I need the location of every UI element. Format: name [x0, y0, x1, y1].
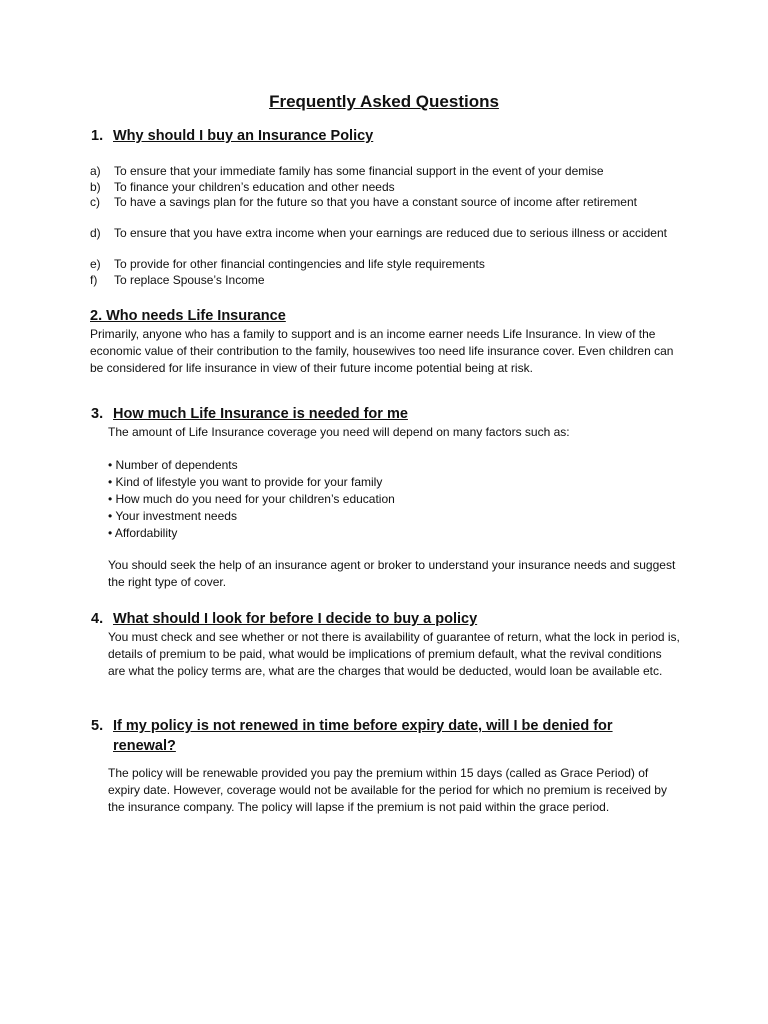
- q3-intro: The amount of Life Insurance coverage you need will depend on many factors such as:: [108, 425, 570, 439]
- page-title: Frequently Asked Questions: [269, 92, 499, 111]
- q1-item-label: b): [90, 180, 101, 194]
- q1-item-text: To replace Spouse’s Income: [114, 273, 265, 287]
- q1-item-text: To ensure that your immediate family has some financial support in the event of your demise: [114, 164, 604, 178]
- q5-body: The policy will be renewable provided you pay the premium within 15 days (called as Grace Period) of expiry date. However, coverage would not be available for the period for which no premium is received by the insurance company. The policy will lapse if the premium is not paid within the grace period.: [108, 766, 667, 814]
- q3-heading: [91, 406, 408, 422]
- q3-number: 3.: [91, 406, 104, 422]
- q4-number: 4.: [91, 611, 104, 627]
- q1-number: 1.: [91, 128, 104, 144]
- q3-bullet-list: [108, 457, 395, 542]
- q1-item-label: a): [90, 164, 101, 178]
- q5-number: 5.: [91, 718, 104, 734]
- q1-item-label: c): [90, 195, 100, 209]
- q1-item-f: [90, 273, 680, 289]
- q1-item-label: f): [90, 273, 98, 287]
- q1-heading: [91, 128, 373, 144]
- q1-item-label: e): [90, 257, 101, 271]
- q1-item-text: To provide for other financial contingencies and life style requirements: [114, 257, 485, 271]
- q1-item-text: To have a savings plan for the future so that you have a constant source of income after retirement: [114, 195, 637, 209]
- q3-heading-text: How much Life Insurance is needed for me: [113, 406, 408, 422]
- q5-heading-text-line2: renewal?: [113, 738, 176, 754]
- list-item: • Your investment needs: [108, 509, 237, 523]
- list-item: • Number of dependents: [108, 458, 238, 472]
- q1-item-text: To ensure that you have extra income when your earnings are reduced due to serious illness or accident: [114, 226, 667, 240]
- q1-item-d: [90, 226, 680, 242]
- q1-item-b: [90, 180, 680, 196]
- q2-body: Primarily, anyone who has a family to support and is an income earner needs Life Insurance. In view of the economic value of their contribution to the family, housewives too need life insurance cover. Even children can be considered for life insurance in view of their future income potential being at risk.: [90, 327, 674, 375]
- q1-item-c: [90, 195, 680, 211]
- q1-item-text: To finance your children’s education and other needs: [114, 180, 395, 194]
- q5-heading: [91, 716, 613, 756]
- q1-item-label: d): [90, 226, 101, 240]
- q4-heading: [91, 611, 477, 627]
- q3-outro: You should seek the help of an insurance agent or broker to understand your insurance needs and suggest the right type of cover.: [108, 558, 676, 589]
- q4-body: You must check and see whether or not there is availability of guarantee of return, what the lock in period is, details of premium to be paid, what would be implications of premium default, what the revival conditions are what the policy terms are, what are the charges that would be deducted, would loan be available etc.: [108, 630, 680, 678]
- q1-item-e: [90, 257, 680, 273]
- list-item: • Affordability: [108, 526, 178, 540]
- q5-heading-text-line1: If my policy is not renewed in time before expiry date, will I be denied for: [113, 718, 613, 734]
- list-item: • Kind of lifestyle you want to provide for your family: [108, 475, 383, 489]
- q2-heading: [90, 308, 286, 324]
- list-item: • How much do you need for your children’s education: [108, 492, 395, 506]
- q2-heading-text: 2. Who needs Life Insurance: [90, 308, 286, 324]
- q1-item-a: [90, 164, 680, 180]
- q1-heading-text: Why should I buy an Insurance Policy: [113, 128, 374, 144]
- q4-heading-text: What should I look for before I decide to buy a policy: [113, 611, 478, 627]
